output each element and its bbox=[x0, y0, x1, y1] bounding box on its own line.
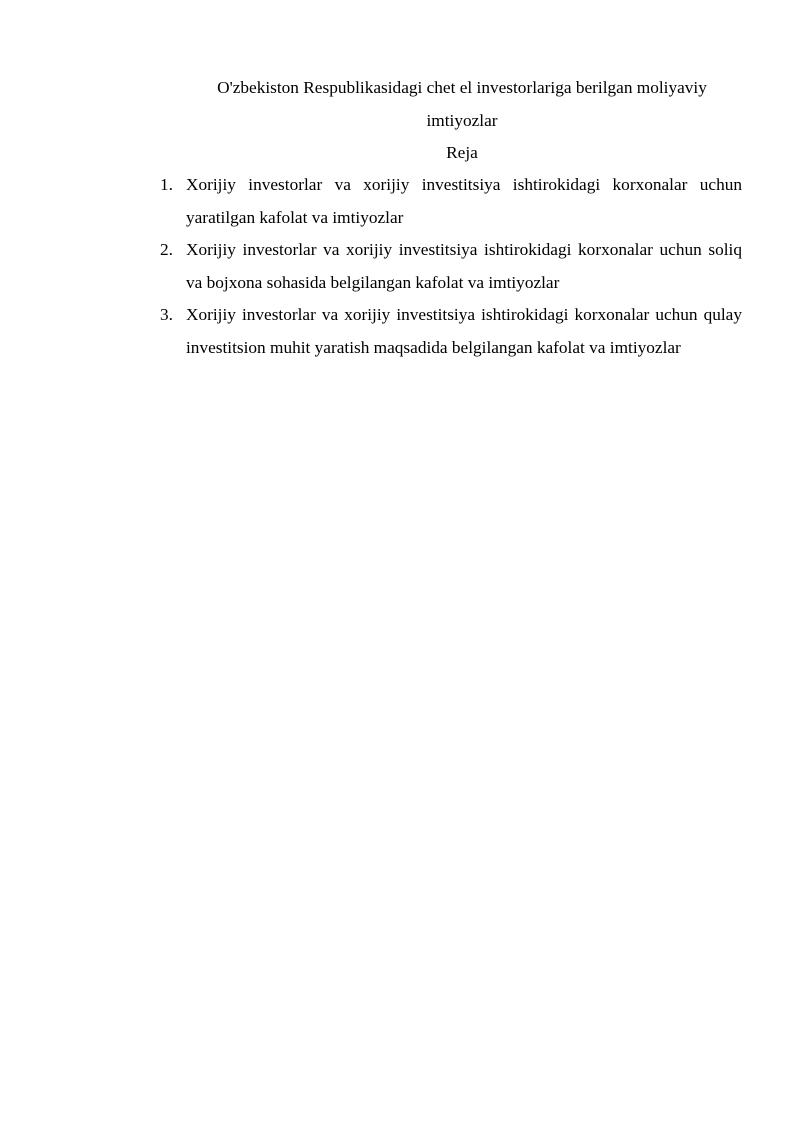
plan-item-number: 3. bbox=[160, 305, 173, 324]
plan-heading: Reja bbox=[446, 143, 478, 162]
plan-item bbox=[160, 299, 742, 364]
plan-item-text: Xorijiy investorlar va xorijiy investitsiya ishtirokidagi korxonalar uchun soliq va bojxona sohasida belgilangan kafolat va imtiyozlar bbox=[186, 240, 742, 292]
plan-item-text: Xorijiy investorlar va xorijiy investitsiya ishtirokidagi korxonalar uchun qulay investitsion muhit yaratish maqsadida belgilangan kafolat va imtiyozlar bbox=[186, 305, 742, 357]
plan-item-number: 2. bbox=[160, 240, 173, 259]
plan-item-number: 1. bbox=[160, 175, 173, 194]
plan-list bbox=[160, 169, 742, 364]
plan-item-text: Xorijiy investorlar va xorijiy investitsiya ishtirokidagi korxonalar uchun yaratilgan kafolat va imtiyozlar bbox=[186, 175, 742, 227]
document-title: O'zbekiston Respublikasidagi chet el investorlariga berilgan moliyaviy imtiyozlar bbox=[217, 78, 707, 130]
plan-item bbox=[160, 169, 742, 234]
plan-item bbox=[160, 234, 742, 299]
